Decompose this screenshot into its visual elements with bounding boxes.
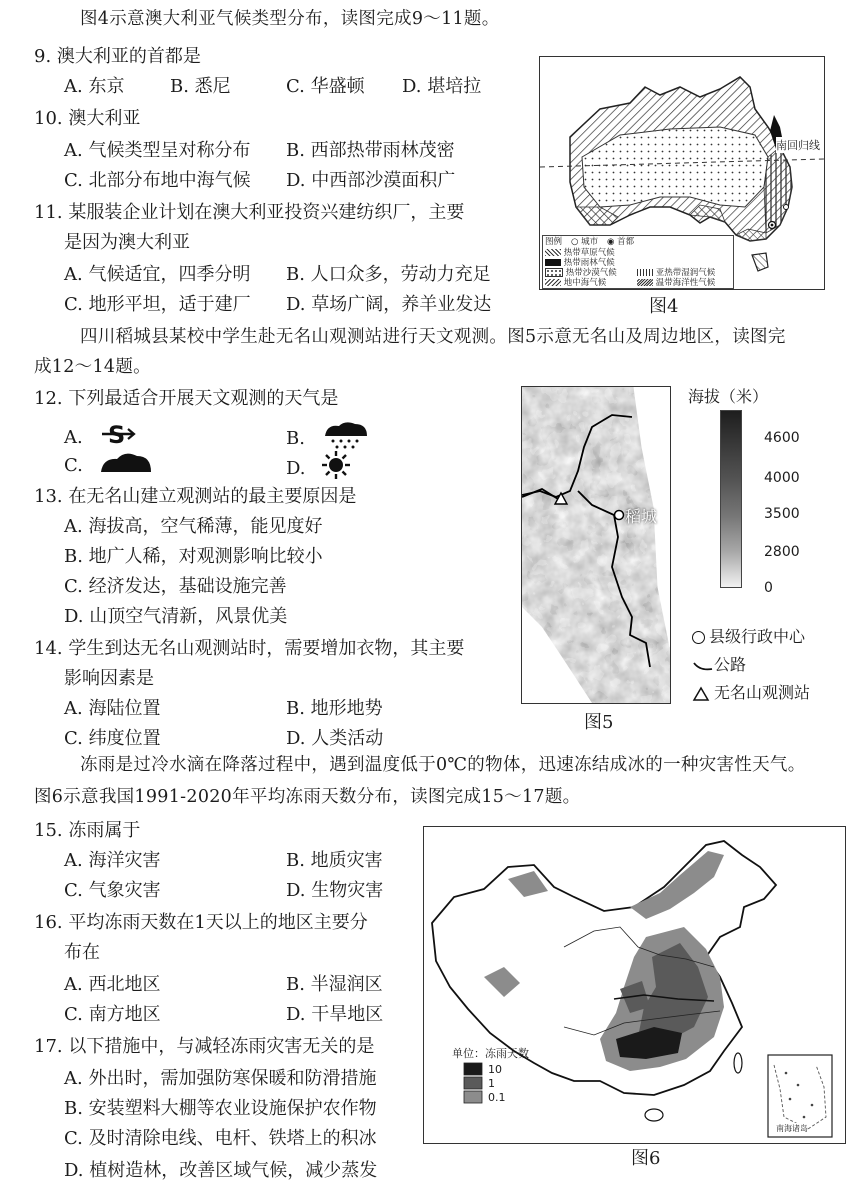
overcast-cloud-icon: [99, 450, 153, 482]
q16-option-d: D. 干旱地区: [286, 1004, 384, 1025]
q16-option-a: A. 西北地区: [64, 974, 161, 995]
legend-swatch-01: [464, 1091, 482, 1103]
savanna-swatch: [545, 249, 561, 256]
legend-capital-label: 首都: [617, 237, 635, 247]
city-marker: [784, 205, 789, 210]
q15-stem: 15. 冻雨属于: [34, 820, 141, 841]
daocheng-terrain-map: [522, 387, 670, 703]
q16-option-c: C. 南方地区: [64, 1004, 161, 1025]
q14-option-b: B. 地形地势: [286, 698, 383, 719]
legend-item-rainforest: [545, 258, 615, 268]
fig6-tick-1: 1: [488, 1077, 495, 1090]
q13-option-a: A. 海拔高，空气稀薄，能见度好: [64, 516, 323, 537]
q10-option-d: D. 中西部沙漠面积广: [286, 170, 456, 191]
q14-option-c: C. 纬度位置: [64, 728, 161, 749]
intro-fig5-line1: 四川稻城县某校中学生赴无名山观测站进行天文观测。图5示意无名山及周边地区，读图完: [80, 327, 786, 347]
road-line-icon: [692, 659, 714, 673]
q14-option-d: D. 人类活动: [286, 728, 384, 749]
fig5-tick-1: 4000: [764, 470, 800, 486]
legend-label-2: 热带沙漠气候: [565, 268, 617, 278]
intro-fig4: 图4示意澳大利亚气候类型分布，读图完成9～11题。: [80, 9, 500, 29]
fig6-legend-title: 单位：冻雨天数: [452, 1047, 529, 1060]
fig5-tick-0: 4600: [764, 430, 800, 446]
q16-stem-line1: 16. 平均冻雨天数在1天以上的地区主要分: [34, 912, 368, 933]
legend-item-mediterranean: [545, 278, 606, 288]
legend-swatch-1: [464, 1077, 482, 1089]
q17-option-b: B. 安装塑料大棚等农业设施保护农作物: [64, 1098, 377, 1119]
q12-option-b-label: B.: [286, 428, 305, 449]
q17-stem: 17. 以下措施中，与减轻冻雨灾害无关的是: [34, 1036, 375, 1057]
q10-stem: 10. 澳大利亚: [34, 108, 141, 129]
q12-option-d-label: D.: [286, 458, 306, 479]
tropic-label: 南回归线: [776, 139, 820, 152]
legend-label-5: 温带海洋性气候: [655, 278, 716, 288]
q14-stem-line1: 14. 学生到达无名山观测站时，需要增加衣物，其主要: [34, 638, 465, 659]
legend-city-label: 城市: [581, 237, 599, 247]
q15-option-a: A. 海洋灾害: [64, 850, 161, 871]
legend-item-savanna: [545, 248, 615, 258]
q9-option-b: B. 悉尼: [170, 76, 231, 97]
elevation-colorbar: [720, 410, 742, 588]
q17-option-c: C. 及时清除电线、电杆、铁塔上的积冰: [64, 1128, 377, 1149]
intro-fig5-line2: 成12～14题。: [34, 357, 151, 377]
q14-option-a: A. 海陆位置: [64, 698, 161, 719]
q9-stem: 9. 澳大利亚的首都是: [34, 46, 201, 67]
capital-marker-dot: [771, 224, 774, 227]
q10-option-b: B. 西部热带雨林茂密: [286, 140, 455, 161]
legend-county-label: 县级行政中心: [709, 627, 806, 646]
fig5-tick-2: 3500: [764, 506, 800, 522]
figure-5-map: [521, 386, 671, 704]
rainforest-swatch: [545, 259, 561, 266]
q13-option-b: B. 地广人稀，对观测影响比较小: [64, 546, 323, 567]
q12-option-d: [286, 450, 351, 488]
q14-stem-line2: 影响因素是: [64, 668, 154, 689]
q15-option-b: B. 地质灾害: [286, 850, 383, 871]
q17-option-a: A. 外出时，需加强防寒保暖和防滑措施: [64, 1068, 377, 1089]
legend-label-0: 热带草原气候: [563, 248, 615, 258]
marine-swatch: [637, 279, 653, 286]
fig5-caption: 图5: [584, 712, 614, 733]
inset-label: 南海诸岛: [776, 1124, 808, 1133]
fig4-legend-city: ○ 城市: [571, 237, 599, 247]
fig4-legend-title: 图例: [545, 237, 563, 247]
fig5-tick-4: 0: [764, 580, 773, 596]
q9-option-c: C. 华盛顿: [286, 76, 365, 97]
legend-station-label: 无名山观测站: [714, 683, 811, 702]
fig5-legend-title: 海拔（米）: [688, 387, 769, 406]
q11-option-b: B. 人口众多，劳动力充足: [286, 264, 491, 285]
fig6-tick-2: 0.1: [488, 1091, 506, 1104]
q11-stem-line2: 是因为澳大利亚: [64, 232, 190, 253]
q11-stem-line1: 11. 某服装企业计划在澳大利亚投资兴建纺织厂，主要: [34, 202, 465, 223]
subtropical-swatch: [637, 269, 653, 276]
svg-text:S: S: [108, 421, 126, 448]
q15-option-c: C. 气象灾害: [64, 880, 161, 901]
triangle-icon: [692, 686, 710, 702]
q16-option-b: B. 半湿润区: [286, 974, 383, 995]
q13-option-c: C. 经济发达，基础设施完善: [64, 576, 287, 597]
q10-option-c: C. 北部分布地中海气候: [64, 170, 251, 191]
fig4-caption: 图4: [649, 296, 679, 317]
taiwan-island: [734, 1053, 742, 1073]
legend-item-subtropical: [637, 268, 715, 278]
q12-stem: 12. 下列最适合开展天文观测的天气是: [34, 388, 339, 409]
q13-stem: 13. 在无名山建立观测站的最主要原因是: [34, 486, 357, 507]
fig4-legend-capital: ◉ 首都: [607, 237, 635, 247]
legend-road-label: 公路: [714, 655, 747, 674]
legend-county-center: [692, 624, 805, 647]
hainan-island: [645, 1109, 663, 1121]
mediterranean-swatch: [545, 279, 561, 286]
q12-option-c-label: C.: [64, 455, 83, 476]
legend-road: [692, 652, 746, 675]
legend-label-4: 地中海气候: [563, 278, 607, 288]
q13-option-d: D. 山顶空气清新，风景优美: [64, 606, 288, 627]
figure-4-map: [539, 56, 825, 290]
q9-option-a: A. 东京: [64, 76, 125, 97]
legend-label-3: 亚热带湿润气候: [655, 268, 716, 278]
intro-fig6-line2: 图6示意我国1991-2020年平均冻雨天数分布，读图完成15～17题。: [34, 787, 581, 807]
q12-option-c: [64, 450, 153, 482]
q12-option-a-label: A.: [64, 427, 83, 448]
county-circle-icon: [692, 631, 705, 644]
fig4-legend: [542, 235, 734, 289]
legend-station: [692, 680, 810, 703]
fig6-caption: 图6: [631, 1148, 661, 1169]
q10-option-a: A. 气候类型呈对称分布: [64, 140, 251, 161]
fig5-tick-3: 2800: [764, 544, 800, 560]
legend-label-1: 热带雨林气候: [563, 258, 615, 268]
q16-stem-line2: 布在: [64, 942, 100, 963]
legend-item-desert: [545, 268, 617, 278]
county-center-marker: [615, 511, 624, 520]
fig6-tick-0: 10: [488, 1063, 502, 1076]
q15-option-d: D. 生物灾害: [286, 880, 384, 901]
desert-swatch: [545, 268, 563, 277]
town-label: 稻城: [625, 507, 658, 526]
legend-item-marine: [637, 278, 715, 288]
q9-option-d: D. 堪培拉: [402, 76, 482, 97]
q11-option-c: C. 地形平坦，适于建厂: [64, 294, 251, 315]
q11-option-d: D. 草场广阔，养羊业发达: [286, 294, 492, 315]
figure-6-map: [423, 826, 846, 1144]
q17-option-d: D. 植树造林，改善区域气候，减少蒸发: [64, 1160, 378, 1181]
legend-swatch-10: [464, 1063, 482, 1075]
tasmania: [752, 253, 768, 271]
sunny-icon: [321, 450, 351, 488]
q11-option-a: A. 气候适宜，四季分明: [64, 264, 251, 285]
intro-fig6-line1: 冻雨是过冷水滴在降落过程中，遇到温度低于0℃的物体，迅速冻结成冰的一种灾害性天气。: [80, 755, 806, 775]
